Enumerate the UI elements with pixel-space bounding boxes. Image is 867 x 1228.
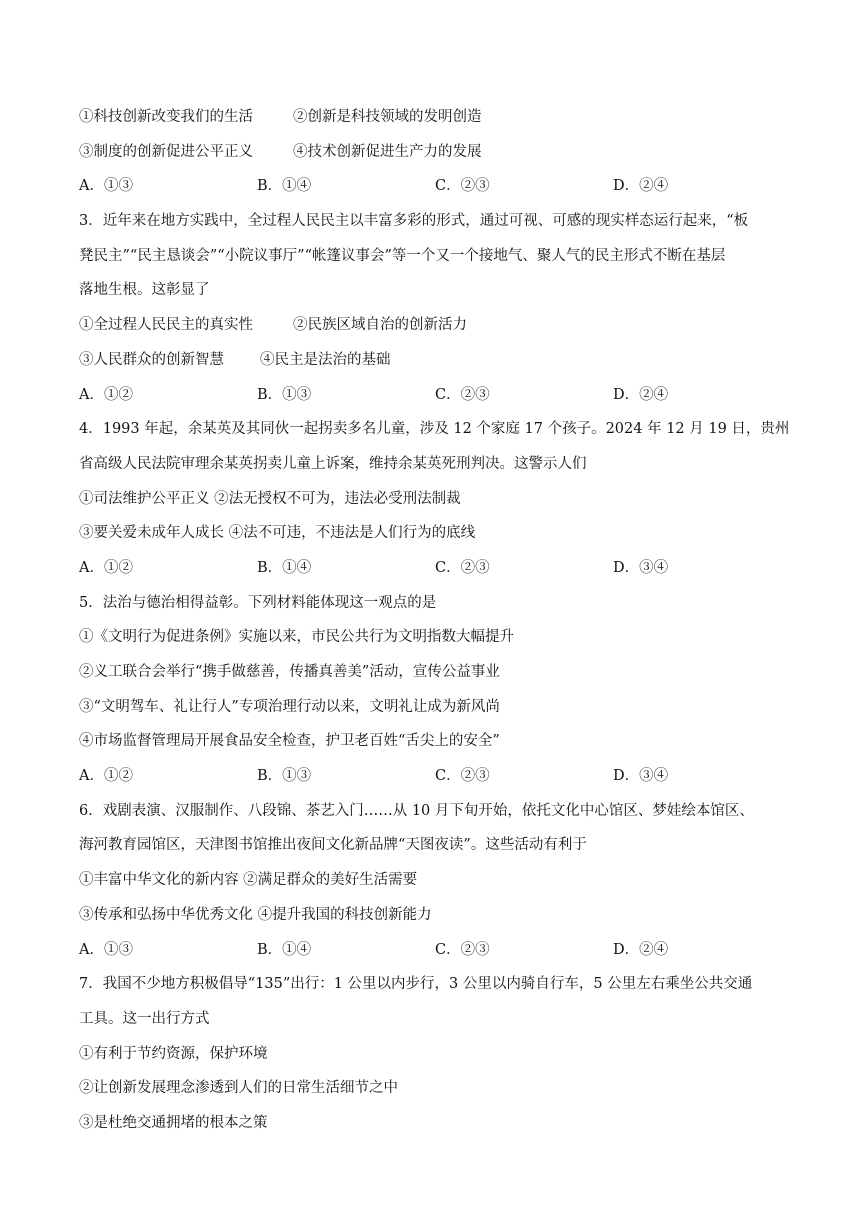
q6-option-c: C．②③ xyxy=(435,941,490,958)
q3-option-c: C．②③ xyxy=(435,386,490,403)
question-content xyxy=(79,107,799,1148)
q2-option-a: A．①③ xyxy=(79,178,133,195)
q3-item-3: ③人民群众的创新智慧 xyxy=(79,351,224,368)
q2-item-3: ③制度的创新促进公平正义 xyxy=(79,143,253,160)
q6-stem-line-2: 海河教育园馆区，天津图书馆推出夜间文化新品牌“天图夜读”。这些活动有利于 xyxy=(79,837,587,854)
q4-option-b: B．①④ xyxy=(257,559,312,576)
q5-option-c: C．②③ xyxy=(435,768,490,785)
q5-item-2: ②义工联合会举行“携手做慈善，传播真善美”活动，宣传公益事业 xyxy=(79,664,500,680)
q5-option-b: B．①③ xyxy=(257,768,312,785)
q4-options xyxy=(79,558,799,593)
q5-item-1: ①《文明行为促进条例》实施以来，市民公共行为文明指数大幅提升 xyxy=(79,629,514,646)
q3-stem-line-2: 凳民主”“民主恳谈会”“小院议事厅”“帐篷议事会”等一个又一个接地气、聚人气的民主形式不断在基层 xyxy=(79,247,726,264)
q6-items-row-2: ③传承和弘扬中华优秀文化 ④提升我国的科技创新能力 xyxy=(79,906,432,923)
q7-stem-line-2: 工具。这一出行方式 xyxy=(79,1010,210,1027)
q6-option-a: A．①③ xyxy=(79,941,133,958)
q3-options xyxy=(79,385,799,420)
q5-option-d: D．③④ xyxy=(613,768,669,785)
q4-stem-line-1: 4．1993 年起，余某英及其同伙一起拐卖多名儿童，涉及 12 个家庭 17 个孩子。2024 年 12 月 19 日，贵州 xyxy=(79,421,790,438)
q3-item-4: ④民主是法治的基础 xyxy=(260,351,391,368)
q2-option-d: D．②④ xyxy=(613,178,669,195)
q3-item-1: ①全过程人民民主的真实性 xyxy=(79,317,253,334)
q5-options xyxy=(79,766,799,801)
q2-item-2: ②创新是科技领域的发明创造 xyxy=(293,109,482,125)
q4-stem-line-2: 省高级人民法院审理余某英拐卖儿童上诉案，维持余某英死刑判决。这警示人们 xyxy=(79,455,587,472)
q5-stem-line-1: 5．法治与德治相得益彰。下列材料能体现这一观点的是 xyxy=(79,594,437,611)
q5-item-3: ③“文明驾车、礼让行人”专项治理行动以来，文明礼让成为新风尚 xyxy=(79,698,500,715)
q4-option-a: A．①② xyxy=(79,559,133,576)
q2-item-1: ①科技创新改变我们的生活 xyxy=(79,109,253,125)
q4-option-d: D．③④ xyxy=(613,559,669,576)
q3-stem-line-3: 落地生根。这彰显了 xyxy=(79,282,210,299)
q7-item-3: ③是杜绝交通拥堵的根本之策 xyxy=(79,1114,268,1131)
q5-item-4: ④市场监督管理局开展食品安全检查，护卫老百姓“舌尖上的安全” xyxy=(79,733,500,750)
q3-items-row-2 xyxy=(79,350,799,385)
q7-stem-line-1: 7．我国不少地方积极倡导“135”出行：1 公里以内步行，3 公里以内骑自行车，5 公里左右乘坐公共交通 xyxy=(79,976,753,993)
q6-stem-line-1: 6．戏剧表演、汉服制作、八段锦、茶艺入门……从 10 月下旬开始，依托文化中心馆区、梦娃绘本馆区、 xyxy=(79,802,754,819)
q6-items-row-1: ①丰富中华文化的新内容 ②满足群众的美好生活需要 xyxy=(79,872,418,889)
q3-option-a: A．①② xyxy=(79,386,133,403)
q2-item-4: ④技术创新促进生产力的发展 xyxy=(293,143,482,160)
q6-option-d: D．②④ xyxy=(613,941,669,958)
q7-item-2: ②让创新发展理念渗透到人们的日常生活细节之中 xyxy=(79,1080,398,1097)
q3-option-b: B．①③ xyxy=(257,386,312,403)
q4-option-c: C．②③ xyxy=(435,559,490,576)
q2-items-row-1 xyxy=(79,107,799,142)
q6-option-b: B．①④ xyxy=(257,941,312,958)
q2-option-c: C．②③ xyxy=(435,178,490,195)
q6-options xyxy=(79,940,799,975)
q7-item-1: ①有利于节约资源，保护环境 xyxy=(79,1045,268,1062)
q3-option-d: D．②④ xyxy=(613,386,669,403)
q3-stem-line-1: 3．近年来在地方实践中，全过程人民民主以丰富多彩的形式，通过可视、可感的现实样态运行起来，“板 xyxy=(79,213,749,230)
q2-option-b: B．①④ xyxy=(257,178,312,195)
q2-items-row-2 xyxy=(79,142,799,177)
q3-item-2: ②民族区域自治的创新活力 xyxy=(293,317,467,334)
q4-items-row-2: ③要关爱未成年人成长 ④法不可违，不违法是人们行为的底线 xyxy=(79,525,476,542)
q2-options xyxy=(79,176,799,211)
q3-items-row-1 xyxy=(79,315,799,350)
q4-items-row-1: ①司法维护公平正义 ②法无授权不可为，违法必受刑法制裁 xyxy=(79,490,461,507)
q5-option-a: A．①② xyxy=(79,768,133,785)
